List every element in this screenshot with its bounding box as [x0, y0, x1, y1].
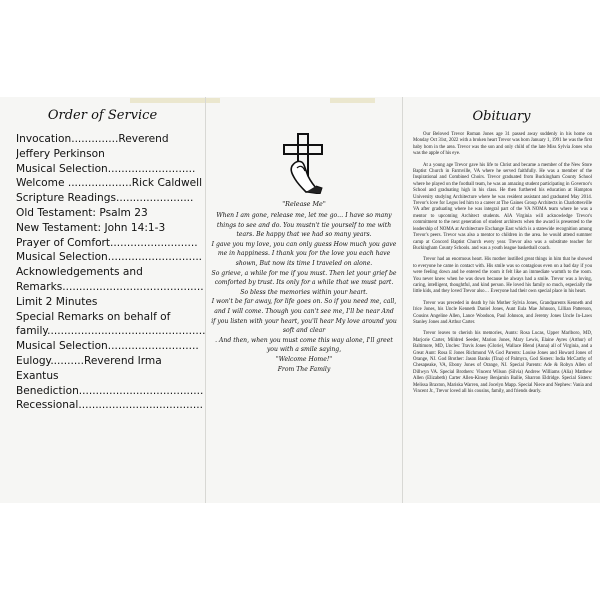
- order-of-service-item: Welcome ...................Rick Caldwell: [16, 177, 203, 190]
- obituary-body: [403, 132, 600, 395]
- order-of-service-item: Exantus: [16, 369, 59, 382]
- poem-line: and I will come. Though you can't see me, I'll be near And: [214, 307, 394, 315]
- order-of-service-item: Limit 2 Minutes: [16, 295, 98, 308]
- order-of-service-item: Scripture Readings.......................: [16, 192, 194, 205]
- order-of-service-title: Order of Service: [47, 108, 158, 123]
- praying-hands-cross-icon: [278, 132, 328, 194]
- poem-title: "Release Me": [282, 200, 326, 208]
- order-of-service-item: Jeffery Perkinson: [16, 147, 105, 160]
- poem-line: When I am gone, release me, let me go… I have so many: [216, 212, 392, 219]
- obituary-paragraph: Trevor was preceded in death by his Mother Sylvia Jones, Grandparents Kenneth and Irice Jones, his Uncle Kenneth Daniel Jones, Aunt Eula Mae Johnson, Lillian Patterson, Cousins Angeline Allen, Lance Woodson, Paul Johnson, and Jeremy Jones Uncle In-Laws Stanley Jones and Arthur Carter.: [413, 300, 592, 325]
- order-of-service-item: Old Testament: Psalm 23: [16, 206, 148, 219]
- poem-line: soft and clear: [282, 327, 326, 335]
- order-of-service-item: Musical Selection..........................: [16, 162, 196, 175]
- order-of-service-item: Invocation..............Reverend: [16, 133, 169, 145]
- order-of-service-item: Recessional.....................................: [16, 399, 203, 412]
- order-of-service-item: Musical Selection...........................: [16, 340, 199, 353]
- order-of-service-item: Special Remarks on behalf of: [16, 310, 171, 323]
- order-of-service-item: Prayer of Comfort..........................: [16, 236, 198, 249]
- order-of-service-item: Musical Selection............................: [16, 251, 203, 264]
- poem-line: From The Family: [277, 365, 331, 373]
- poem-line: you with a smile saying,: [266, 346, 342, 354]
- order-of-service-item: Benediction.....................................: [16, 384, 204, 397]
- poem-body: [206, 211, 402, 374]
- obituary-paragraph: Our Beloved Trevor Roman Jones age 31 passed away suddenly in his home on Monday Oct 31st, 2022 with a broken heart Trevor was born January 1, 1991 he was the first baby born in the area. Trevor was the son and only child of the late Miss Sylvia Jones who was the apple of his eye.: [413, 132, 592, 157]
- order-of-service-item: New Testament: John 14:1-3: [16, 221, 166, 234]
- poem-panel: [206, 97, 402, 503]
- poem-line: . And then, when you must come this way alone, I'll greet: [215, 336, 393, 344]
- poem-line: me in happiness. I thank you for the love you each have: [217, 250, 391, 258]
- obituary-title: Obituary: [472, 109, 531, 124]
- order-of-service-item: Eulogy..........Reverend Irma: [16, 354, 162, 367]
- poem-line: if you listen with your heart, you'll hear My love around you: [211, 317, 397, 325]
- order-of-service-panel: [0, 97, 205, 503]
- poem-line: shown, But now its time I traveled on alone.: [235, 259, 373, 267]
- order-of-service-list: [0, 132, 205, 413]
- poem-line: I gave you my love, you can only guess How much you gave: [211, 240, 397, 248]
- poem-line: I won't be far away, for life goes on. So if you need me, call,: [211, 298, 397, 306]
- poem-line: things to see and do. You mustn't tie yourself to me with: [216, 221, 392, 229]
- poem-line: comforted by trust. Its only for a while that we must part.: [214, 279, 394, 287]
- order-of-service-item: family...............................................: [16, 325, 205, 338]
- poem-line: So grieve, a while for me if you must. Then let your grief be: [211, 269, 397, 277]
- order-of-service-item: Remarks..........................................: [16, 280, 204, 293]
- obituary-paragraph: Trevor had an enormous heart. His mother instilled great things in him that he showed to everyone he came in contact with. His smile was so contagious even on a bad day if you were feeling down and he entered the room it felt like an immediate warmth to the room. You never knew when he was down because he always had a smile. Trevor was a loving, caring, intelligent, thoughtful, and kind person. He loved his family so much, especially the little kids, and they loved Trevor also… Everyone had their own special place in his heart.: [413, 257, 592, 295]
- obituary-paragraph: Trevor leaves to cherish his memories, Aunts: Rosa Lucas, Upper Marlboro, MD, Marjorie Carter, Mildred Seeder, Marion Jones, Mary Lewis, Elaine Ayres (Arthur) of Baltimore, MD, Uncles: Travis Jones (Glorie), Wallace Blend (Anna) all of Virginia, and a Great Aunt: Rosa E Jones Richmond VA God Parents: Louise Jones and Howard Jones of Orange, NJ. God Brother: Jason Banks (Tina) of Palmyra, God Sisters: India McCarthy of Chesapeake, VA, Ebony Jones of Orange, NJ. Special Parents: Ade & Robyn Allen of Dillwyn VA. Special Brothers: Vincent Wilson (Silvia) Andrew Williams (Alia) Matthew Allen (Elizabeth) Carter Allen-Kinsey Benjamin Bailie, Sharron Eldridge. Special Sisters: Melissa Braxton, Mariska Warren, and Jocelyn Mapp. Special Niece and Nephew: Vania and Vincent Jr., Trevor loved all his cousins, family, and friends dearly.: [413, 331, 592, 395]
- obituary-panel: [403, 97, 600, 503]
- poem-line: tears. Be happy that we had so many years.: [236, 231, 372, 239]
- obituary-paragraph: At a young age Trevor gave his life to Christ and became a member of the New Store Baptist Church in Farmville, VA where he served faithfully. He was a member of the Inspirational and Combined Choirs. Trevor graduated from Buckingham County School where he played on the football team, he was an amazing student participating in Governor's School and graduating high in his class. He then furthered his education at Hampton University studying Architecture where he was resident assistant and graduated May 2014. Trevor's love for Legos led him to a career at The Gaines Group Architects in Charlottesville VA after graduating where he was integral part of the VA NOMA team where he was a mentor to upcoming Architect students. AIA Virginia will acknowledge Trevor's commitment to the next generation of student architects when the award is presented to the leadership of NOMA at Architecture Exchange East which is a statewide recognition among Trevor's peers. Trevor was also a mentor to children in the area. he would attend summer camp at Concord Baptist Church every year. Trevor also was a substitute teacher for Buckingham County Schools. and was a youth league basketball coach.: [413, 162, 592, 251]
- poem-line: So bless the memories within your heart.: [240, 288, 368, 296]
- poem-line: "Welcome Home!": [275, 355, 333, 363]
- order-of-service-item: Acknowledgements and: [16, 266, 143, 279]
